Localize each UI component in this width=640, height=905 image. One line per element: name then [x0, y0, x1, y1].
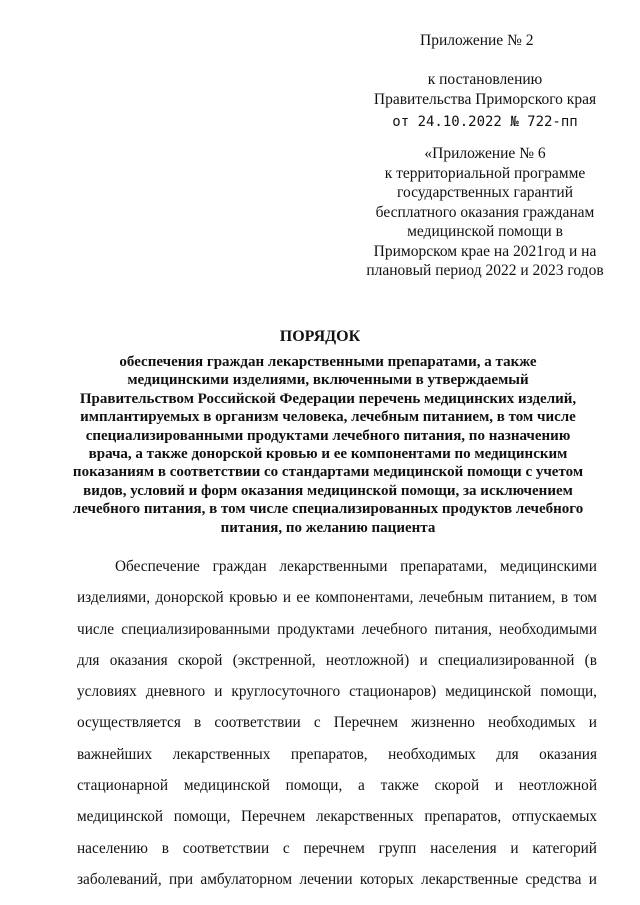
program-annex-reference	[350, 144, 620, 281]
program-annex-line: медицинской помощи в	[407, 223, 563, 240]
annex-title: Приложение № 2	[420, 32, 534, 49]
program-annex-line: «Приложение № 6	[424, 145, 546, 162]
subheading-line: медицинскими изделиями, включенными в утверждаемый	[127, 372, 529, 389]
body-line: изделиями, донорской кровью и ее компонентами, лечебным питанием, в том	[77, 589, 597, 607]
body-line: числе специализированными продуктами лечебного питания, необходимыми	[77, 620, 597, 638]
resolution-line: к постановлению	[427, 71, 543, 88]
program-annex-line: государственных гарантий	[397, 184, 573, 201]
subheading-line: врача, а также донорской кровью и ее компонентами по медицинским	[88, 446, 568, 463]
subheading-line: питания, по желанию пациента	[220, 519, 436, 536]
body-line: населению в соответствии с перечнем групп населения и категорий	[77, 839, 597, 857]
program-annex-line: плановый период 2022 и 2023 годов	[366, 262, 604, 279]
body-line: Обеспечение граждан лекарственными препаратами, медицинскими	[115, 558, 597, 575]
body-paragraph	[77, 551, 597, 895]
document-heading: ПОРЯДОК	[279, 328, 361, 345]
program-annex-line: к территориальной программе	[384, 164, 586, 182]
resolution-reference	[350, 70, 620, 132]
document-subheading	[58, 353, 598, 537]
program-annex-line: Приморском крае на 2021год и на	[373, 242, 597, 260]
subheading-line: показаниям в соответствии со стандартами медицинской помощи с учетом	[72, 464, 584, 481]
body-line: медицинской помощи, Перечнем лекарственных препаратов, отпускаемых	[77, 808, 597, 826]
body-line: важнейших лекарственных препаратов, необходимых для оказания	[77, 745, 597, 763]
program-annex-line: бесплатного оказания гражданам	[375, 203, 595, 221]
subheading-line: лечебного питания, в том числе специализированных продуктов лечебного	[72, 501, 584, 518]
resolution-line: Правительства Приморского края	[373, 91, 597, 108]
subheading-line: обеспечения граждан лекарственными препаратами, а также	[119, 354, 537, 370]
subheading-line: видов, условий и форм оказания медицинской помощи, за исключением	[83, 482, 573, 499]
resolution-date-number: от 24.10.2022 № 722-пп	[392, 114, 578, 130]
body-line: осуществляется в соответствии с Перечнем жизненно необходимых и	[77, 714, 597, 732]
body-line: условиях дневного и круглосуточного стационаров) медицинской помощи,	[77, 683, 597, 701]
body-line: стационарной медицинской помощи, а также скорой и неотложной	[77, 777, 597, 795]
subheading-line: имплантируемых в организм человека, лечебным питанием, в том числе	[80, 409, 576, 426]
body-line: заболеваний, при амбулаторном лечении которых лекарственные средства и	[77, 870, 597, 888]
subheading-line: Правительством Российской Федерации перечень медицинских изделий,	[79, 390, 577, 407]
body-line: для оказания скорой (экстренной, неотложной) и специализированной (в	[77, 651, 597, 669]
subheading-line: специализированными продуктами лечебного питания, по назначению	[85, 427, 571, 444]
